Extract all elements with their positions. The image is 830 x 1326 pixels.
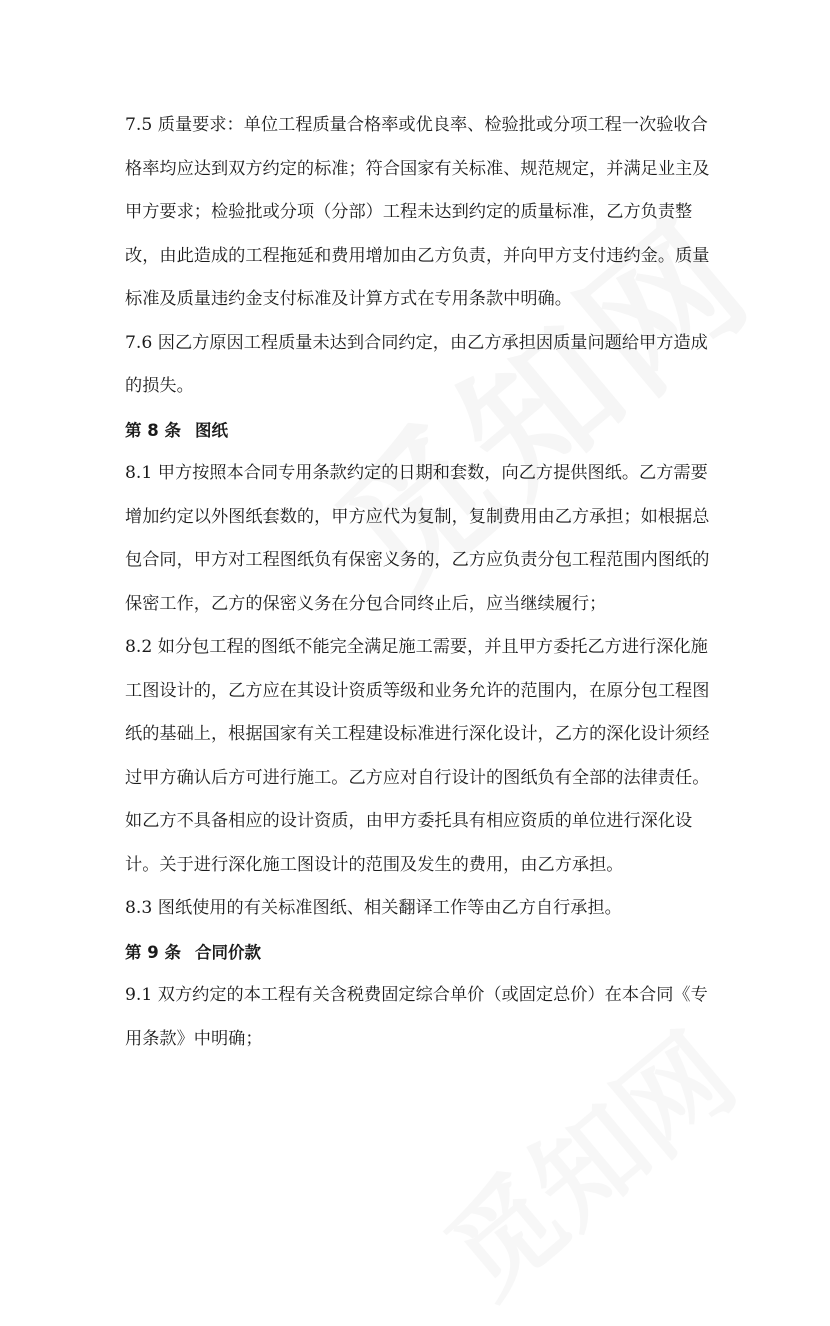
text-line: 工图设计的，乙方应在其设计资质等级和业务允许的范围内，在原分包工程图	[125, 680, 710, 701]
text-line: 的损失。	[125, 376, 194, 396]
article-9-heading	[125, 931, 710, 975]
clause-8-1	[125, 452, 710, 626]
clause-7-5	[125, 104, 710, 322]
text-line: 8.3 图纸使用的有关标准图纸、相关翻译工作等由乙方自行承担。	[125, 898, 622, 918]
text-line: 如乙方不具备相应的设计资质，由甲方委托具有相应资质的单位进行深化设	[125, 811, 693, 831]
text-line: 增加约定以外图纸套数的，甲方应代为复制，复制费用由乙方承担；如根据总	[125, 506, 710, 527]
text-line: 保密工作，乙方的保密义务在分包合同终止后，应当继续履行；	[125, 593, 607, 614]
text-line: 纸的基础上，根据国家有关工程建设标准进行深化设计，乙方的深化设计须经	[125, 724, 710, 744]
article-number: 第 9 条	[125, 942, 181, 962]
text-line: 计。关于进行深化施工图设计的范围及发生的费用，由乙方承担。	[125, 854, 624, 875]
clause-9-1	[125, 974, 710, 1061]
text-line: 过甲方确认后方可进行施工。乙方应对自行设计的图纸负有全部的法律责任。	[125, 767, 710, 788]
article-title: 图纸	[194, 420, 228, 440]
article-8-heading	[125, 409, 710, 453]
text-line: 甲方要求；检验批或分项（分部）工程未达到约定的质量标准，乙方负责整	[125, 202, 693, 222]
text-line: 标准及质量违约金支付标准及计算方式在专用条款中明确。	[125, 289, 572, 309]
text-line: 8.1 甲方按照本合同专用条款约定的日期和套数，向乙方提供图纸。乙方需要	[125, 463, 708, 483]
text-line: 包合同，甲方对工程图纸负有保密义务的，乙方应负责分包工程范围内图纸的	[125, 550, 710, 570]
article-title: 合同价款	[194, 942, 261, 962]
text-line: 8.2 如分包工程的图纸不能完全满足施工需要，并且甲方委托乙方进行深化施	[125, 637, 708, 657]
text-line: 7.6 因乙方原因工程质量未达到合同约定，由乙方承担因质量问题给甲方造成	[125, 332, 708, 353]
document-body	[125, 104, 710, 1061]
article-number: 第 8 条	[125, 420, 181, 440]
clause-7-6	[125, 322, 710, 409]
text-line: 格率均应达到双方约定的标准；符合国家有关标准、规范规定，并满足业主及	[125, 158, 710, 179]
clause-8-2	[125, 626, 710, 887]
text-line: 7.5 质量要求：单位工程质量合格率或优良率、检验批或分项工程一次验收合	[125, 115, 708, 135]
text-line: 改，由此造成的工程拖延和费用增加由乙方负责，并向甲方支付违约金。质量	[125, 245, 710, 266]
text-line: 用条款》中明确；	[125, 1028, 263, 1049]
text-line: 9.1 双方约定的本工程有关含税费固定综合单价（或固定总价）在本合同《专	[125, 985, 708, 1005]
clause-8-3	[125, 887, 710, 931]
